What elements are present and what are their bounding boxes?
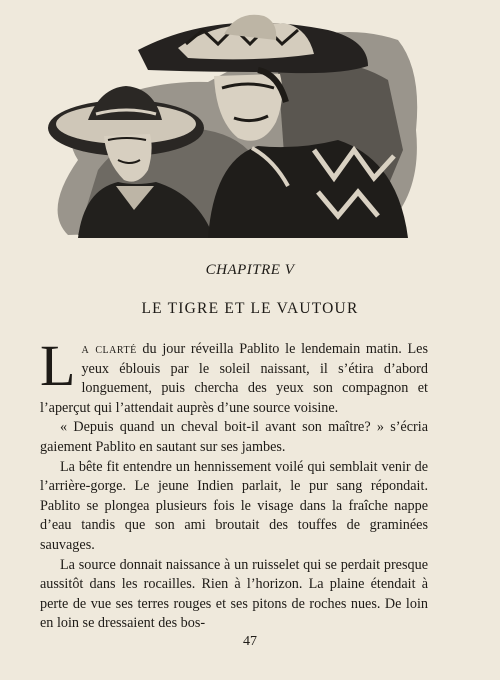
chapter-title: LE TIGRE ET LE VAUTOUR bbox=[141, 300, 359, 317]
paragraph-4: La source donnait naissance à un ruisselet qui se perdait presque aussitôt dans les rocailles. Rien à l’horizon. La plaine étendait à perte de vue ses terres rouges et ses pitons de roches nues. De loin en loin se dressaient des bos- bbox=[40, 556, 428, 632]
paragraph-1-text: du jour réveilla Pablito le lendemain matin. Les yeux éblouis par le soleil naissant, il s’étira d’abord longuement, puis chercha des yeux son compagnon et l’aperçut qui l’attendait auprès d’une source voisine. bbox=[40, 341, 428, 416]
chapter-number: CHAPITRE V bbox=[205, 262, 295, 278]
chapter-illustration bbox=[38, 10, 422, 238]
drop-cap: L bbox=[40, 333, 76, 398]
paragraph-2: « Depuis quand un cheval boit-il avant son maître? » s’écria gaiement Pablito en sautant sur ses jambes. bbox=[40, 419, 428, 455]
paragraph-3: La bête fit entendre un hennissement voilé qui semblait venir de l’arrière-gorge. Le jeune Indien parlait, le pur sang répondait. Pablito se plongea plusieurs fois le visage dans la fraîche nappe d’eau tandis que son ami broutait des touffes de graminées sauvages. bbox=[40, 458, 428, 553]
paragraph-1 bbox=[40, 333, 428, 418]
page-number: 47 bbox=[243, 634, 257, 649]
chapter-body bbox=[40, 333, 428, 634]
opening-words: a clarté bbox=[81, 341, 137, 357]
